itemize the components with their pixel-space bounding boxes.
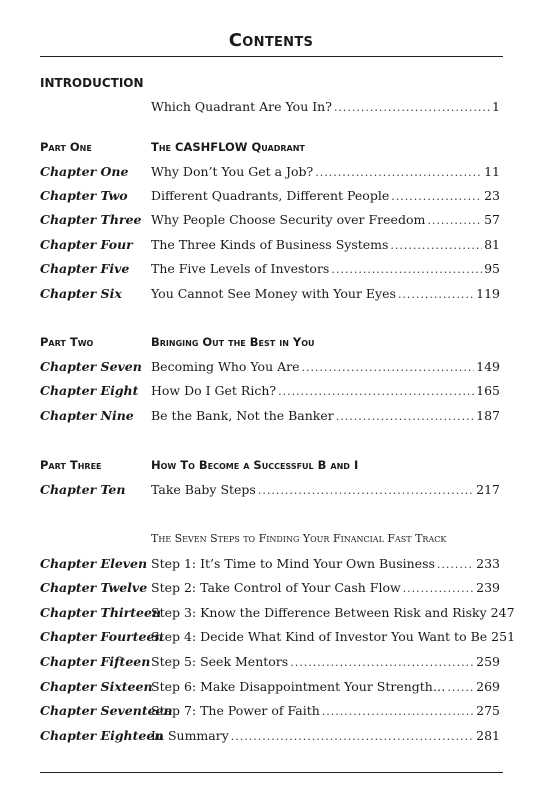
dot-leader [322,702,474,722]
entry-title: Step 6: Make Disappointment Your Strength… [151,679,446,694]
toc-entry-chapter-twelve[interactable] [40,578,500,598]
entry-title: Step 4: Decide What Kind of Investor You Want to Be [151,629,488,644]
toc-entry-chapter-sixteen[interactable] [40,677,500,697]
dot-leader [447,678,474,698]
entry-title: Be the Bank, Not the Banker [151,408,334,423]
entry-page: 275 [476,703,500,718]
toc-entry-chapter-seven[interactable] [40,357,500,377]
chapter-label: Chapter Three [40,212,142,227]
entry-page: 239 [476,580,500,595]
toc-entry-chapter-ten[interactable] [40,480,500,500]
entry-page: 165 [476,383,500,398]
introduction-label: INTRODUCTION [40,76,144,90]
entry-title: The Five Levels of Investors [151,261,330,276]
seven-steps-subheading: The Seven Steps to Finding Your Financial Fast Track [151,532,447,545]
chapter-label: Chapter Seven [40,359,142,374]
dot-leader [331,260,482,280]
entry-page: 1 [492,99,500,114]
entry-title: In Summary [151,728,229,743]
dot-leader [315,163,482,183]
toc-entry-chapter-fifteen[interactable] [40,652,500,672]
toc-entry-chapter-seventeen[interactable] [40,701,500,721]
entry-page: 251 [491,629,516,644]
chapter-label: Chapter Two [40,188,128,203]
dot-leader [390,236,482,256]
top-rule [40,56,503,57]
entry-title: How Do I Get Rich? [151,383,277,398]
entry-title: Becoming Who You Are [151,359,300,374]
toc-entry-chapter-fourteen[interactable] [40,627,516,647]
entry-title: Step 7: The Power of Faith [151,703,320,718]
dot-leader [403,579,474,599]
chapter-label: Chapter Eighteen [40,728,164,743]
part-one-label: Part One [40,140,92,154]
part-three-header-row [40,455,500,475]
toc-entry-chapter-one[interactable] [40,162,500,182]
dot-leader [336,407,474,427]
dot-leader [391,187,482,207]
entry-page: 81 [484,237,500,252]
seven-steps-subheading-row [40,529,500,549]
entry-page: 11 [484,164,500,179]
entry-page: 247 [490,605,515,620]
entry-title: Why People Choose Security over Freedom [151,212,426,227]
entry-page: 259 [476,654,500,669]
chapter-label: Chapter Twelve [40,580,148,595]
chapter-label: Chapter Four [40,237,133,252]
entry-title: Step 1: It’s Time to Mind Your Own Business [151,556,435,571]
chapter-label: Chapter Eight [40,383,139,398]
toc-entry-chapter-four[interactable] [40,235,500,255]
toc-entry-chapter-nine[interactable] [40,406,500,426]
entry-title: The Three Kinds of Business Systems [151,237,389,252]
part-two-heading: Bringing Out the Best in You [151,335,315,349]
part-two-label: Part Two [40,335,94,349]
chapter-label: Chapter Fifteen [40,654,151,669]
part-one-heading: The CASHFLOW Quadrant [151,140,305,154]
entry-page: 269 [476,679,500,694]
chapter-label: Chapter One [40,164,129,179]
chapter-label: Chapter Sixteen [40,679,153,694]
dot-leader [258,481,474,501]
dot-leader [290,653,474,673]
part-three-label: Part Three [40,458,102,472]
bottom-rule [40,772,503,773]
entry-page: 23 [484,188,500,203]
chapter-label: Chapter Ten [40,482,126,497]
dot-leader [231,727,474,747]
chapter-label: Chapter Six [40,286,122,301]
toc-entry-chapter-three[interactable] [40,210,500,230]
toc-entry-chapter-six[interactable] [40,284,500,304]
part-two-header-row [40,332,500,352]
part-three-heading: How To Become a Successful B and I [151,458,359,472]
dot-leader [334,98,490,118]
entry-title: Take Baby Steps [151,482,256,497]
page-title: Contents [228,30,314,51]
chapter-label: Chapter Nine [40,408,134,423]
toc-entry-chapter-eight[interactable] [40,381,500,401]
entry-title: Why Don’t You Get a Job? [151,164,314,179]
entry-page: 149 [476,359,500,374]
dot-leader [427,211,482,231]
toc-entry-chapter-five[interactable] [40,259,500,279]
entry-page: 281 [476,728,500,743]
chapter-label: Chapter Eleven [40,556,148,571]
chapter-label: Chapter Fourteen [40,629,164,644]
chapter-label: Chapter Thirteen [40,605,162,620]
toc-entry-chapter-thirteen[interactable] [40,603,515,623]
entry-title: Step 5: Seek Mentors [151,654,289,669]
entry-page: 187 [476,408,500,423]
toc-entry-chapter-eleven[interactable] [40,554,500,574]
dot-leader [398,285,474,305]
entry-page: 217 [476,482,500,497]
toc-entry-chapter-eighteen[interactable] [40,726,500,746]
entry-page: 119 [476,286,500,301]
introduction-header-row [40,73,500,93]
entry-title: Step 2: Take Control of Your Cash Flow [151,580,401,595]
entry-title: Different Quadrants, Different People [151,188,390,203]
dot-leader [302,358,475,378]
part-one-header-row [40,137,500,157]
entry-page: 233 [476,556,500,571]
toc-entry-introduction[interactable] [40,97,500,117]
chapter-label: Chapter Seventeen [40,703,173,718]
dot-leader [278,382,474,402]
entry-page: 95 [484,261,500,276]
entry-title: Step 3: Know the Difference Between Risk and Risky [151,605,487,620]
toc-entry-chapter-two[interactable] [40,186,500,206]
chapter-label: Chapter Five [40,261,130,276]
entry-title: You Cannot See Money with Your Eyes [151,286,396,301]
dot-leader [437,555,474,575]
entry-title: Which Quadrant Are You In? [151,99,332,114]
entry-page: 57 [484,212,500,227]
